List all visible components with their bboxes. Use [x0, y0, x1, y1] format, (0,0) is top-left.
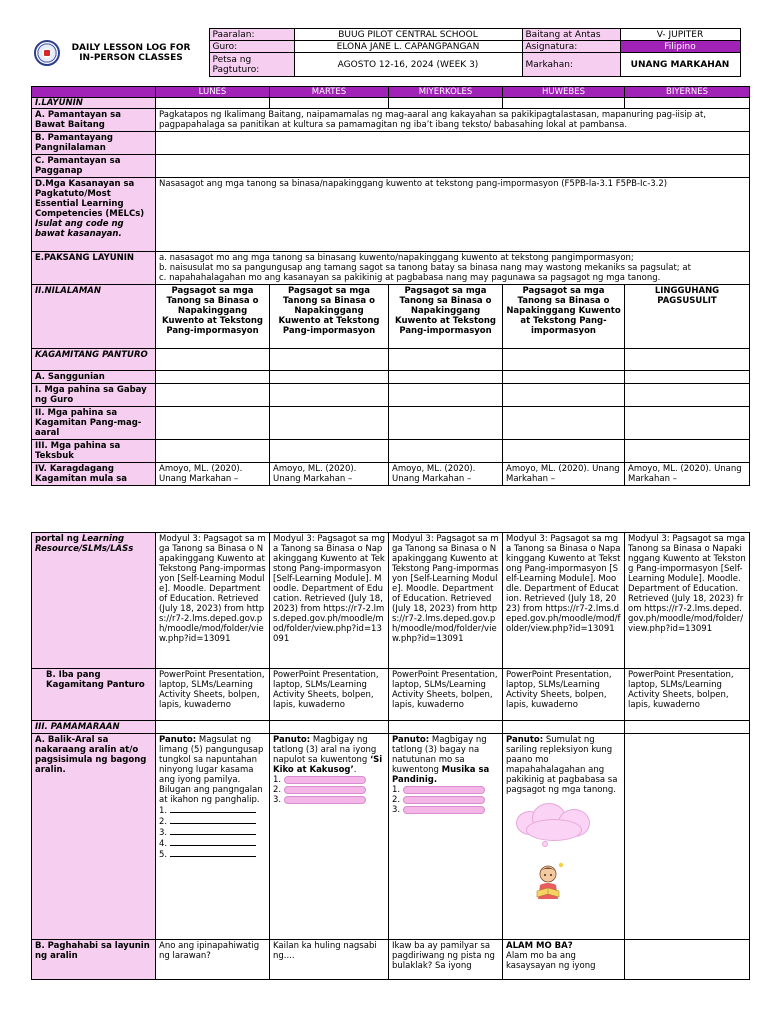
- empty-cell: [156, 384, 270, 407]
- label-pamamaraan: III. PAMAMARAAN: [32, 721, 156, 734]
- empty-cell: [389, 407, 503, 440]
- paghahabi-cell-huwebes: [503, 940, 625, 980]
- reading-child-icon: [528, 861, 568, 901]
- label-gabay-guro: I. Mga pahina sa Gabay ng Guro: [32, 384, 156, 407]
- item-number: 3.: [392, 805, 401, 815]
- empty-cell: [625, 349, 750, 371]
- label-balik-aral: A. Balik-Aral sa nakaraang aralin at/o pagsisimula ng bagong aralin.: [32, 734, 156, 940]
- objective-item: c. napahahalagahan mo ang kasanayan sa pakikinig at pagbabasa nang may pagunawa sa pagsagot ng mga tanong.: [159, 273, 661, 283]
- answer-line: [159, 827, 266, 838]
- item-number: 1.: [273, 775, 282, 785]
- empty-cell: [625, 440, 750, 463]
- answer-lines: [392, 785, 499, 815]
- portal-cell: Modyul 3: Pagsagot sa mga Tanong sa Binasa o Napakinggang Kuwento at Tekstong Pang-impormasyon [Self-Learning Module]. Moodle. Department of Education. Retrieved (July 18, 2023) from https://r7-2.lms.deped.gov.ph/moodle/mod/folder/view.php?id=13091: [156, 533, 270, 669]
- label-sanggunian: A. Sanggunian: [32, 371, 156, 384]
- karagdagang-cell: Amoyo, ML. (2020). Unang Markahan –: [156, 463, 270, 486]
- document-title: DAILY LESSON LOG FOR IN-PERSON CLASSES: [71, 42, 191, 63]
- item-number: 2.: [159, 817, 168, 827]
- empty-cell: [389, 384, 503, 407]
- answer-box: [403, 786, 485, 794]
- label-portal: [32, 533, 156, 669]
- deped-seal-icon: [34, 40, 60, 66]
- paghahabi-cell: Ikaw ba ay pamilyar sa pagdiriwang ng pista ng bulaklak? Sa iyong: [389, 940, 503, 980]
- empty-cell: [156, 155, 750, 178]
- empty-cell: [270, 407, 389, 440]
- empty-cell: [156, 371, 270, 384]
- empty-cell: [389, 371, 503, 384]
- label-iba-pang-kagamitan: B. Iba pang Kagamitang Panturo: [32, 669, 156, 721]
- objective-item: a. nasasagot mo ang mga tanong sa binasang kuwento/napakinggang kuwento at tekstong pangimpormasyon;: [159, 253, 634, 263]
- alam-mo-ba-heading: ALAM MO BA?: [506, 941, 573, 951]
- nilalaman-cell: Pagsagot sa mga Tanong sa Binasa o Napakinggang Kuwento at Tekstong Pang-impormasyon: [156, 285, 270, 349]
- empty-cell: [270, 98, 389, 109]
- nilalaman-cell: Pagsagot sa mga Tanong sa Binasa o Napakinggang Kuwento at Tekstong Pang-impormasyon: [270, 285, 389, 349]
- lesson-grid-page-2: [31, 532, 750, 980]
- header-title-cell: [31, 29, 209, 77]
- empty-cell: [270, 371, 389, 384]
- answer-line: [392, 785, 499, 795]
- empty-cell: [389, 440, 503, 463]
- nilalaman-cell: Pagsagot sa mga Tanong sa Binasa o Napakinggang Kuwento at Tekstong Pang-impormasyon: [503, 285, 625, 349]
- day-header: HUWEBES: [503, 87, 625, 98]
- paghahabi-cell: [625, 940, 750, 980]
- empty-cell: [270, 349, 389, 371]
- answer-line: [273, 775, 385, 785]
- item-number: 1.: [159, 806, 168, 816]
- panuto-text: Magbigay ng tatlong (3) aral na iyong napulot sa kuwentong: [273, 735, 377, 765]
- empty-cell: [270, 440, 389, 463]
- iba-pang-cell: PowerPoint Presentation, laptop, SLMs/Learning Activity Sheets, bolpen, lapis, kuwaderno: [389, 669, 503, 721]
- panuto-text: Sumulat ng sariling repleksiyon kung paano mo mapahahalagahan ang pakikinig at pagbabasa sa pagsagot ng mga tanong.: [506, 735, 618, 795]
- label-melcs: [32, 178, 156, 252]
- blank-line: [170, 849, 256, 857]
- karagdagang-cell: Amoyo, ML. (2020). Unang Markahan –: [503, 463, 625, 486]
- blank-line: [170, 805, 256, 813]
- empty-cell: [270, 384, 389, 407]
- karagdagang-cell: Amoyo, ML. (2020). Unang Markahan –: [389, 463, 503, 486]
- balik-aral-martes: [270, 734, 389, 940]
- item-number: 2.: [273, 785, 282, 795]
- empty-cell: [270, 721, 389, 734]
- answer-line: [159, 849, 266, 860]
- empty-cell: [503, 371, 625, 384]
- answer-line: [159, 838, 266, 849]
- quarter-value: UNANG MARKAHAN: [620, 53, 740, 77]
- empty-cell: [389, 721, 503, 734]
- answer-lines: [273, 775, 385, 805]
- answer-line: [392, 795, 499, 805]
- answer-line: [273, 785, 385, 795]
- empty-cell: [389, 98, 503, 109]
- school-label: Paaralan:: [209, 29, 294, 41]
- nilalaman-cell: Pagsagot sa mga Tanong sa Binasa o Napakinggang Kuwento at Tekstong Pang-impormasyon: [389, 285, 503, 349]
- portal-cell: Modyul 3: Pagsagot sa mga Tanong sa Binasa o Napakinggang Kuwento at Tekstong Pang-impormasyon [Self-Learning Module]. Moodle. Department of Education. Retrieved (July 18, 2023) from https://r7-2.lms.deped.gov.ph/moodle/mod/folder/view.php?id=13091: [389, 533, 503, 669]
- label-teksbuk: III. Mga pahina sa Teksbuk: [32, 440, 156, 463]
- melcs-note: Isulat ang code ng bawat kasanayan.: [35, 219, 124, 239]
- paksang-layunin-list: [156, 252, 750, 285]
- iba-pang-cell: PowerPoint Presentation, laptop, SLMs/Learning Activity Sheets, bolpen, lapis, kuwaderno: [270, 669, 389, 721]
- objective-item: b. naisusulat mo sa pangungusap ang tamang sagot sa tanong batay sa binasa nang may wastong mekaniks sa pagsulat; at: [159, 263, 691, 273]
- empty-cell: [503, 721, 625, 734]
- grade-label: Baitang at Antas: [522, 29, 620, 41]
- pamantayan-baitang-text: Pagkatapos ng Ikalimang Baitang, naipamamalas ng mag-aaral ang kakayahan sa pakikipagtalastasan, mapanuring pag-iisip at, pagpapahalaga sa panitikan at kultura sa pamamagitan ng iba’t ibang teksto/ babasahing lokal at pambansa.: [156, 109, 750, 132]
- empty-cell: [156, 349, 270, 371]
- iba-pang-cell: PowerPoint Presentation, laptop, SLMs/Learning Activity Sheets, bolpen, lapis, kuwaderno: [625, 669, 750, 721]
- paghahabi-text: Alam mo ba ang kasaysayan ng iyong: [506, 951, 596, 971]
- nilalaman-cell: LINGGUHANG PAGSUSULIT: [625, 285, 750, 349]
- answer-line: [159, 805, 266, 816]
- answer-box: [403, 796, 485, 804]
- answer-box: [284, 786, 366, 794]
- karagdagang-cell: Amoyo, ML. (2020). Unang Markahan –: [270, 463, 389, 486]
- date-value: AGOSTO 12-16, 2024 (WEEK 3): [294, 53, 522, 77]
- panuto-label: Panuto:: [159, 735, 197, 745]
- teacher-label: Guro:: [209, 41, 294, 53]
- answer-line: [273, 795, 385, 805]
- answer-box: [403, 806, 485, 814]
- melcs-label: D.Mga Kasanayan sa Pagkatuto/Most Essential Learning Competencies (MELCs): [35, 179, 145, 219]
- thought-cloud-icon: [512, 801, 596, 845]
- item-number: 3.: [159, 828, 168, 838]
- answer-line: [392, 805, 499, 815]
- balik-aral-lunes: [156, 734, 270, 940]
- empty-cell: [625, 384, 750, 407]
- section-layunin: I.LAYUNIN: [32, 98, 156, 109]
- quarter-label: Markahan:: [522, 53, 620, 77]
- portal-cell: Modyul 3: Pagsagot sa mga Tanong sa Binasa o Napakinggang Kuwento at Tekstong Pang-impormasyon [Self-Learning Module]. Moodle. Department of Education. Retrieved (July 18, 2023) from https://r7-2.lms.deped.gov.ph/moodle/mod/folder/view.php?id=13091: [503, 533, 625, 669]
- empty-cell: [625, 407, 750, 440]
- answer-box: [284, 796, 366, 804]
- label-kagamitan-pangmag-aaral: II. Mga pahina sa Kagamitan Pang-mag-aaral: [32, 407, 156, 440]
- blank-line: [170, 838, 256, 846]
- blank-line: [170, 827, 256, 835]
- panuto-label: Panuto:: [392, 735, 430, 745]
- empty-cell: [503, 349, 625, 371]
- day-header: MARTES: [270, 87, 389, 98]
- date-label: Petsa ng Pagtuturo:: [209, 53, 294, 77]
- day-header: LUNES: [156, 87, 270, 98]
- empty-cell: [156, 721, 270, 734]
- item-number: 1.: [392, 785, 401, 795]
- story-title: ‘Si Kiko at Kakusog’: [273, 755, 383, 775]
- portal-cell: Modyul 3: Pagsagot sa mga Tanong sa Binasa o Napakinggang Kuwento at Tekstong Pang-impormasyon [Self-Learning Module]. Moodle. Department of Education. Retrieved (July 18, 2023) from https://r7-2.lms.deped.gov.ph/moodle/mod/folder/view.php?id=13091: [625, 533, 750, 669]
- empty-cell: [625, 98, 750, 109]
- item-number: 4.: [159, 839, 168, 849]
- subject-label: Asignatura:: [522, 41, 620, 53]
- item-number: 5.: [159, 850, 168, 860]
- iba-pang-cell: PowerPoint Presentation, laptop, SLMs/Learning Activity Sheets, bolpen, lapis, kuwaderno: [156, 669, 270, 721]
- karagdagang-cell: Amoyo, ML. (2020). Unang Markahan –: [625, 463, 750, 486]
- panuto-text: Magbigay ng tatlong (3) bagay na natutunan mo sa kuwentong: [392, 735, 487, 775]
- label-pamantayang-pangnilalaman: B. Pamantayang Pangnilalaman: [32, 132, 156, 155]
- label-pamantayan-pagganap: C. Pamantayan sa Pagganap: [32, 155, 156, 178]
- empty-cell: [389, 349, 503, 371]
- iba-pang-cell: PowerPoint Presentation, laptop, SLMs/Learning Activity Sheets, bolpen, lapis, kuwaderno: [503, 669, 625, 721]
- portal-cell: Modyul 3: Pagsagot sa mga Tanong sa Binasa o Napakinggang Kuwento at Tekstong Pang-impormasyon [Self-Learning Module]. Moodle. Department of Education. Retrieved (July 18, 2023) from https://r7-2.lms.deped.gov.ph/moodle/mod/folder/view.php?id=13091: [270, 533, 389, 669]
- answer-box: [284, 776, 366, 784]
- day-header: BIYERNES: [625, 87, 750, 98]
- panuto-label: Panuto:: [506, 735, 544, 745]
- empty-cell: [156, 407, 270, 440]
- empty-cell: [625, 721, 750, 734]
- empty-cell: [625, 734, 750, 940]
- punctuation: .: [353, 765, 357, 775]
- corner-header: [32, 87, 156, 98]
- label-kagamitang-panturo: KAGAMITANG PANTURO: [32, 349, 156, 371]
- panuto-label: Panuto:: [273, 735, 311, 745]
- header-table: [31, 28, 741, 77]
- empty-cell: [503, 407, 625, 440]
- balik-aral-huwebes: [503, 734, 625, 940]
- lesson-grid-page-1: [31, 86, 750, 486]
- school-value: BUUG PILOT CENTRAL SCHOOL: [294, 29, 522, 41]
- label-paghahabi: B. Paghahabi sa layunin ng aralin: [32, 940, 156, 980]
- panuto-text: Magsulat ng limang (5) pangungusap tungkol sa napuntahan ninyong lugar kasama ang iyong pamilya. Bilugan ang pangngalan at ikahon ng panghalip.: [159, 735, 264, 805]
- empty-cell: [625, 371, 750, 384]
- balik-aral-miyerkoles: [389, 734, 503, 940]
- item-number: 2.: [392, 795, 401, 805]
- subject-value: Filipino: [620, 41, 740, 53]
- paghahabi-cell: Kailan ka huling nagsabi ng....: [270, 940, 389, 980]
- day-header: MIYERKOLES: [389, 87, 503, 98]
- answer-line: [159, 816, 266, 827]
- portal-label-b: Learning Resource/SLMs/LASs: [35, 534, 134, 554]
- empty-cell: [156, 98, 270, 109]
- paghahabi-cell: Ano ang ipinapahiwatig ng larawan?: [156, 940, 270, 980]
- item-number: 3.: [273, 795, 282, 805]
- melcs-text: Nasasagot ang mga tanong sa binasa/napakinggang kuwento at tekstong pang-impormasyon (F5PB-la-3.1 F5PB-Ic-3.2): [156, 178, 750, 252]
- label-karagdagang-kagamitan: IV. Karagdagang Kagamitan mula sa: [32, 463, 156, 486]
- empty-cell: [503, 98, 625, 109]
- blank-line: [170, 816, 256, 824]
- empty-cell: [156, 132, 750, 155]
- portal-label-a: portal ng: [35, 534, 82, 544]
- empty-cell: [503, 384, 625, 407]
- label-nilalaman: II.NILALAMAN: [32, 285, 156, 349]
- teacher-value: ELONA JANE L. CAPANGPANGAN: [294, 41, 522, 53]
- answer-lines: [159, 805, 266, 860]
- label-paksang-layunin: E.PAKSANG LAYUNIN: [32, 252, 156, 285]
- empty-cell: [156, 440, 270, 463]
- story-title: Musika sa Pandinig.: [392, 765, 490, 785]
- grade-value: V- JUPITER: [620, 29, 740, 41]
- empty-cell: [503, 440, 625, 463]
- label-pamantayan-baitang: A. Pamantayan sa Bawat Baitang: [32, 109, 156, 132]
